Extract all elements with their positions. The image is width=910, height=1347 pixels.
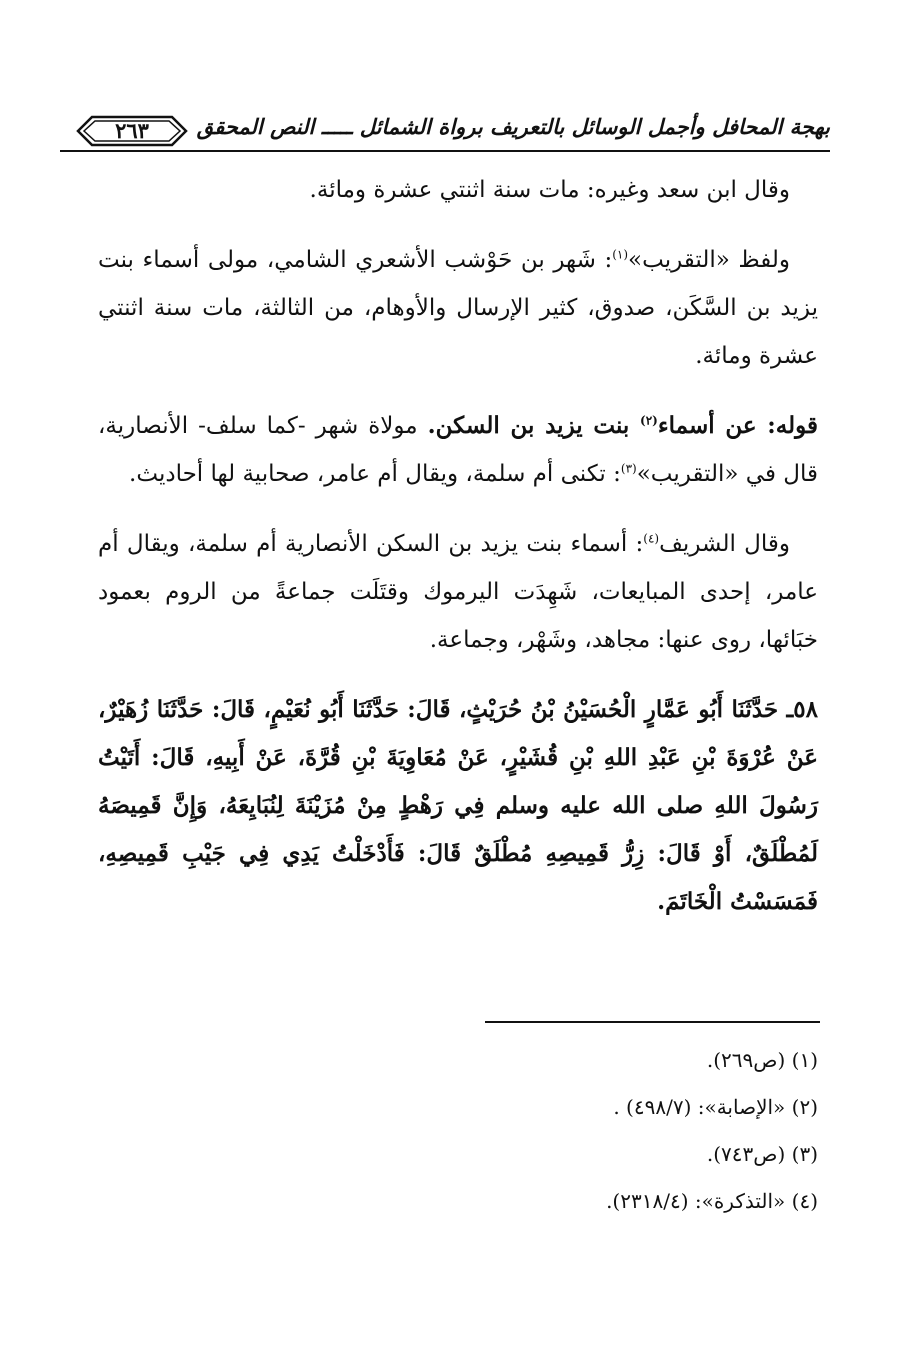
paragraph-4 [98, 520, 818, 664]
footnote-3: (٣) (ص٧٤٣). [706, 1142, 818, 1166]
paragraph-3-lead-2: بنت يزيد بن السكن. [427, 412, 641, 439]
footnotes [78, 1040, 818, 1228]
paragraph-3-text-b: : تكنى أم سلمة، ويقال أم عامر، صحابية لها أحاديث. [129, 461, 621, 487]
main-text [98, 166, 818, 948]
header-title: بهجة المحافل وأجمل الوسائل بالتعريف برواة الشمائل ـــــ النص المحقق [196, 114, 830, 139]
footnote-2: (٢) «الإصابة»: (٤٩٨/٧) . [613, 1095, 818, 1119]
footnote-ref-1: (١) [612, 247, 629, 262]
paragraph-4-text: : أسماء بنت يزيد بن السكن الأنصارية أم سلمة، ويقال أم عامر، إحدى المبايعات، شَهِدَت اليرموك وقتَلَت جماعةً من الروم بعمود خبَائها، روى عنها: مجاهد، وشَهْر، وجماعة. [98, 531, 818, 653]
paragraph-2-text: : شَهر بن حَوْشب الأشعري الشامي، مولى أسماء بنت يزيد بن السَّكَن، صدوق، كثير الإرسال والأوهام، من الثالثة، مات سنة اثنتي عشرة ومائة. [98, 247, 818, 369]
footnote-ref-3: (٣) [620, 461, 637, 476]
paragraph-2 [98, 236, 818, 380]
paragraph-3-lead: قوله: عن أسماء [657, 412, 819, 439]
header-rule [60, 150, 830, 152]
paragraph-3 [98, 402, 818, 498]
page-number-badge [74, 114, 190, 148]
footnote-4: (٤) «التذكرة»: (٢٣١٨/٤). [606, 1189, 818, 1213]
paragraph-1-text: وقال ابن سعد وغيره: مات سنة اثنتي عشرة ومائة. [309, 177, 790, 203]
footnote-ref-2: (٢) [640, 413, 658, 428]
hadith-58: ٥٨ـ حَدَّثَنَا أَبُو عَمَّارٍ الْحُسَيْنُ بْنُ حُرَيْثٍ، قَالَ: حَدَّثَنَا أَبُو نُعَيْمٍ، قَالَ: حَدَّثَنَا زُهَيْرٌ، عَنْ عُرْوَةَ بْنِ عَبْدِ اللهِ بْنِ قُشَيْرٍ، عَنْ مُعَاوِيَةَ بْنِ قُرَّةَ، عَنْ أَبِيهِ، قَالَ: أَتَيْتُ رَسُولَ اللهِ صلى الله عليه وسلم فِي رَهْطٍ مِنْ مُزَيْنَةَ لِنُبَايِعَهُ، وَإِنَّ قَمِيصَهُ لَمُطْلَقٌ، أَوْ قَالَ: زِرُّ قَمِيصِهِ مُطْلَقٌ قَالَ: فَأَدْخَلْتُ يَدِي فِي جَيْبِ قَمِيصِهِ، فَمَسَسْتُ الْخَاتَمَ. [98, 696, 818, 915]
footnote-1: (١) (ص٢٦٩). [706, 1048, 818, 1072]
footnote-separator [485, 1021, 820, 1023]
footnote-ref-4: (٤) [643, 531, 660, 546]
paragraph-3-text-a: مولاة شهر -كما سلف- الأنصارية، قال في «التقريب» [98, 413, 818, 487]
paragraph-4-lead: وقال الشريف [659, 531, 790, 557]
paragraph-1 [98, 166, 818, 214]
page-number: ٢٦٣ [115, 118, 149, 143]
running-header [60, 108, 830, 154]
paragraph-2-lead: ولفظ «التقريب» [628, 247, 790, 273]
